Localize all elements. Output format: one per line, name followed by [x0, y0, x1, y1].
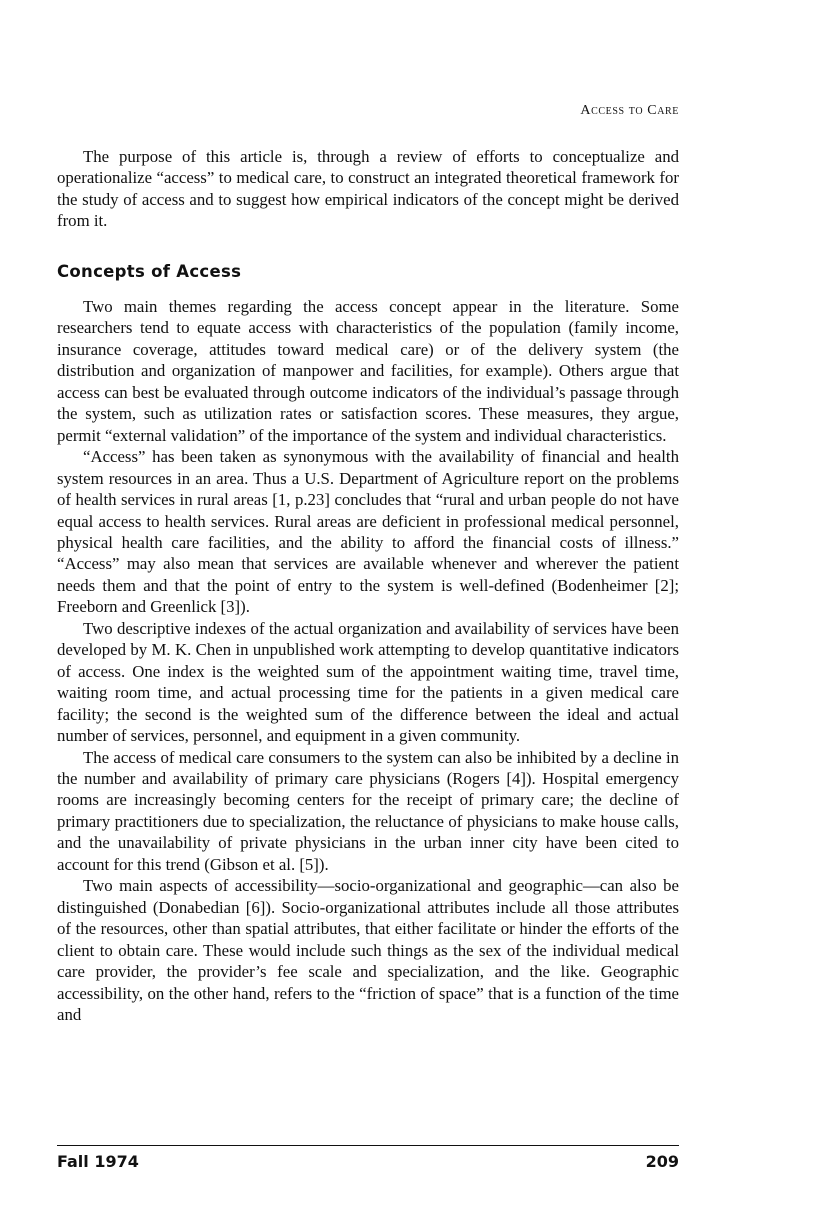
footer-page-number: 209 [645, 1152, 679, 1171]
body-paragraph-1: Two main themes regarding the access concept appear in the literature. Some researchers tend to equate access with characteristics of the population (family income, insurance coverage, attitudes toward medical care) or of the delivery system (the distribution and organization of manpower and facilities, for example). Others argue that access can best be evaluated through outcome indicators of the individual’s passage through the system, such as utilization rates or satisfaction scores. These measures, they argue, permit “external validation” of the importance of the system and individual characteristics. [57, 297, 679, 445]
running-head: Access to Care [580, 103, 679, 118]
footer-rule [57, 1145, 679, 1146]
body-paragraph-4: The access of medical care consumers to the system can also be inhibited by a decline in the number and availability of primary care physicians (Rogers [4]). Hospital emergency rooms are increasingly becoming centers for the receipt of primary care; the decline of primary practitioners due to specialization, the reluctance of physicians to make house calls, and the unavailability of private physicians in the urban inner city have been cited to account for this trend (Gibson et al. [5]). [57, 747, 679, 874]
section-heading: Concepts of Access [57, 262, 242, 281]
body-paragraph-3: Two descriptive indexes of the actual organization and availability of services have been developed by M. K. Chen in unpublished work attempting to develop quantitative indicators of access. One index is the weighted sum of the appointment waiting time, travel time, waiting room time, and actual processing time for the patients in a given medical care facility; the second is the weighted sum of the difference between the ideal and actual number of services, personnel, and equipment in a given community. [57, 618, 679, 746]
body-paragraph-5: Two main aspects of accessibility—socio-organizational and geographic—can also be distinguished (Donabedian [6]). Socio-organizational attributes include all those attributes of the resources, other than spatial attributes, that either facilitate or hinder the efforts of the client to obtain care. These would include such things as the sex of the individual medical care provider, the provider’s fee scale and specialization, and the like. Geographic accessibility, on the other hand, refers to the “friction of space” that is a function of the time and [57, 876, 679, 1024]
section-body [57, 296, 679, 1025]
intro-paragraph-block [57, 146, 679, 232]
intro-paragraph: The purpose of this article is, through a review of efforts to conceptualize and operationalize “access” to medical care, to construct an integrated theoretical framework for the study of access and to suggest how empirical indicators of the concept might be derived from it. [57, 147, 679, 231]
footer-issue: Fall 1974 [57, 1152, 139, 1171]
body-paragraph-2: “Access” has been taken as synonymous with the availability of financial and health system resources in an area. Thus a U.S. Department of Agriculture report on the problems of health services in rural areas [1, p.23] concludes that “rural and urban people do not have equal access to health services. Rural areas are deficient in professional medical personnel, physical health care facilities, and the ability to afford the financial costs of illness.” “Access” may also mean that services are available whenever and wherever the patient needs them and that the point of entry to the system is well-defined (Bodenheimer [2]; Freeborn and Greenlick [3]). [57, 447, 679, 617]
